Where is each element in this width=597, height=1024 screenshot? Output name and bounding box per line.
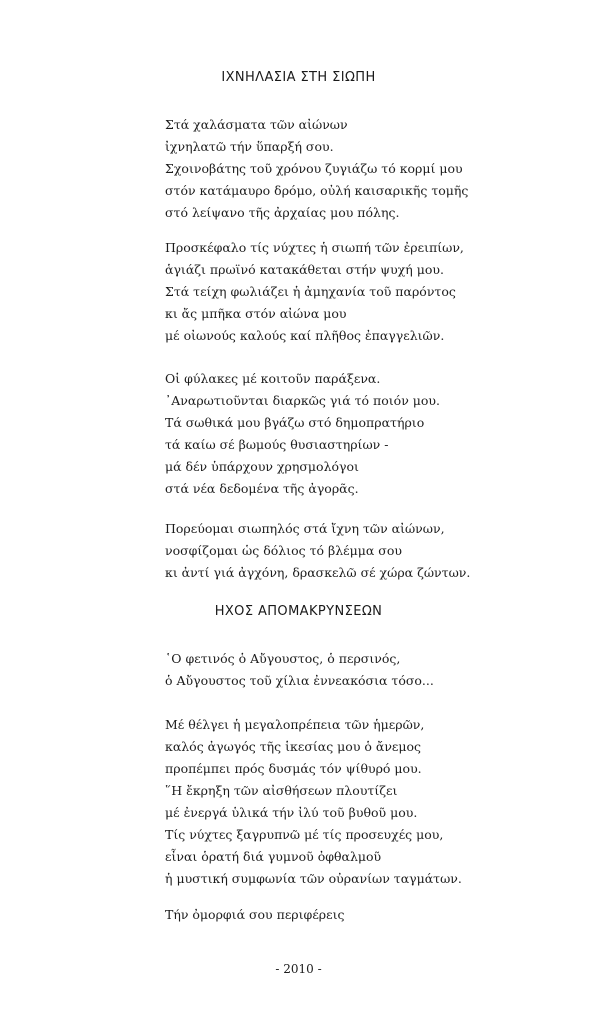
verse-line: Τά σωθικά μου βγάζω στό δημοπρατήριο bbox=[165, 415, 425, 430]
verse-line: κι ἄς μπῆκα στόν αἰώνα μου bbox=[165, 306, 347, 321]
verse-line: στά νέα δεδομένα τῆς ἀγορᾶς. bbox=[165, 481, 359, 496]
verse-line: νοσφίζομαι ὡς δόλιος τό βλέμμα σου bbox=[165, 543, 402, 558]
poem-title: ΙΧΝΗΛΑΣΙΑ ΣΤΗ ΣΙΩΠΗ bbox=[221, 70, 376, 85]
verse-line: στό λείψανο τῆς ἀρχαίας μου πόλης. bbox=[165, 205, 400, 220]
verse-line: Πορεύομαι σιωπηλός στά ἴχνη τῶν αἰώνων, bbox=[165, 521, 445, 536]
verse-line: μέ ἐνεργά ὑλικά τήν ἰλύ τοῦ βυθοῦ μου. bbox=[165, 805, 418, 820]
stanza bbox=[165, 714, 585, 890]
verse-line: Τίς νύχτες ξαγρυπνῶ μέ τίς προσευχές μου, bbox=[165, 827, 444, 842]
verse-line: ἁγιάζι πρωϊνό κατακάθεται στήν ψυχή μου. bbox=[165, 262, 444, 277]
verse-line: Οἱ φύλακες μέ κοιτοῦν παράξενα. bbox=[165, 371, 381, 386]
verse-line: μέ οἰωνούς καλούς καί πλῆθος ἐπαγγελιῶν. bbox=[165, 328, 445, 343]
stanza bbox=[165, 518, 585, 584]
stanza bbox=[165, 648, 585, 692]
verse-line: καλός ἀγωγός τῆς ἱκεσίας μου ὁ ἄνεμος bbox=[165, 739, 422, 754]
verse-line: στόν κατάμαυρο δρόμο, οὐλή καισαρικῆς τομῆς bbox=[165, 183, 469, 198]
verse-line: κι ἀντί γιά ἀγχόνη, δρασκελῶ σέ χώρα ζώντων. bbox=[165, 565, 471, 580]
verse-line: ὁ Αὔγουστος τοῦ χίλια ἐννεακόσια τόσο... bbox=[165, 673, 434, 688]
verse-line: ῞Η ἔκρηξη τῶν αἰσθήσεων πλουτίζει bbox=[165, 783, 398, 798]
verse-line: ἰχνηλατῶ τήν ὕπαρξή σου. bbox=[165, 139, 334, 154]
stanza bbox=[165, 237, 585, 347]
stanza bbox=[165, 904, 585, 926]
stanza bbox=[165, 368, 585, 500]
verse-line: μά δέν ὑπάρχουν χρησμολόγοι bbox=[165, 459, 359, 474]
verse-line: Στά τείχη φωλιάζει ἡ ἀμηχανία τοῦ παρόντος bbox=[165, 284, 456, 299]
verse-line: Προσκέφαλο τίς νύχτες ἡ σιωπή τῶν ἐρειπίων, bbox=[165, 240, 464, 255]
stanza bbox=[165, 114, 585, 224]
verse-line: Σχοινοβάτης τοῦ χρόνου ζυγιάζω τό κορμί μου bbox=[165, 161, 463, 176]
verse-line: ᾿Αναρωτιοῦνται διαρκῶς γιά τό ποιόν μου. bbox=[165, 393, 440, 408]
verse-line: Μέ θέλγει ἡ μεγαλοπρέπεια τῶν ἡμερῶν, bbox=[165, 717, 425, 732]
verse-line: προπέμπει πρός δυσμάς τόν ψίθυρό μου. bbox=[165, 761, 422, 776]
verse-line: τά καίω σέ βωμούς θυσιαστηρίων - bbox=[165, 437, 389, 452]
page-number: - 2010 - bbox=[275, 962, 322, 976]
verse-line: ἡ μυστική συμφωνία τῶν οὐρανίων ταγμάτων. bbox=[165, 871, 462, 886]
poem-title: ΗΧΟΣ ΑΠΟΜΑΚΡΥΝΣΕΩΝ bbox=[214, 604, 383, 619]
verse-line: Στά χαλάσματα τῶν αἰώνων bbox=[165, 117, 348, 132]
verse-line: ῾Ο φετινός ὁ Αὔγουστος, ὁ περσινός, bbox=[165, 651, 401, 666]
verse-line: Τήν ὀμορφιά σου περιφέρεις bbox=[165, 907, 345, 922]
verse-line: εἶναι ὁρατή διά γυμνοῦ ὀφθαλμοῦ bbox=[165, 849, 382, 864]
